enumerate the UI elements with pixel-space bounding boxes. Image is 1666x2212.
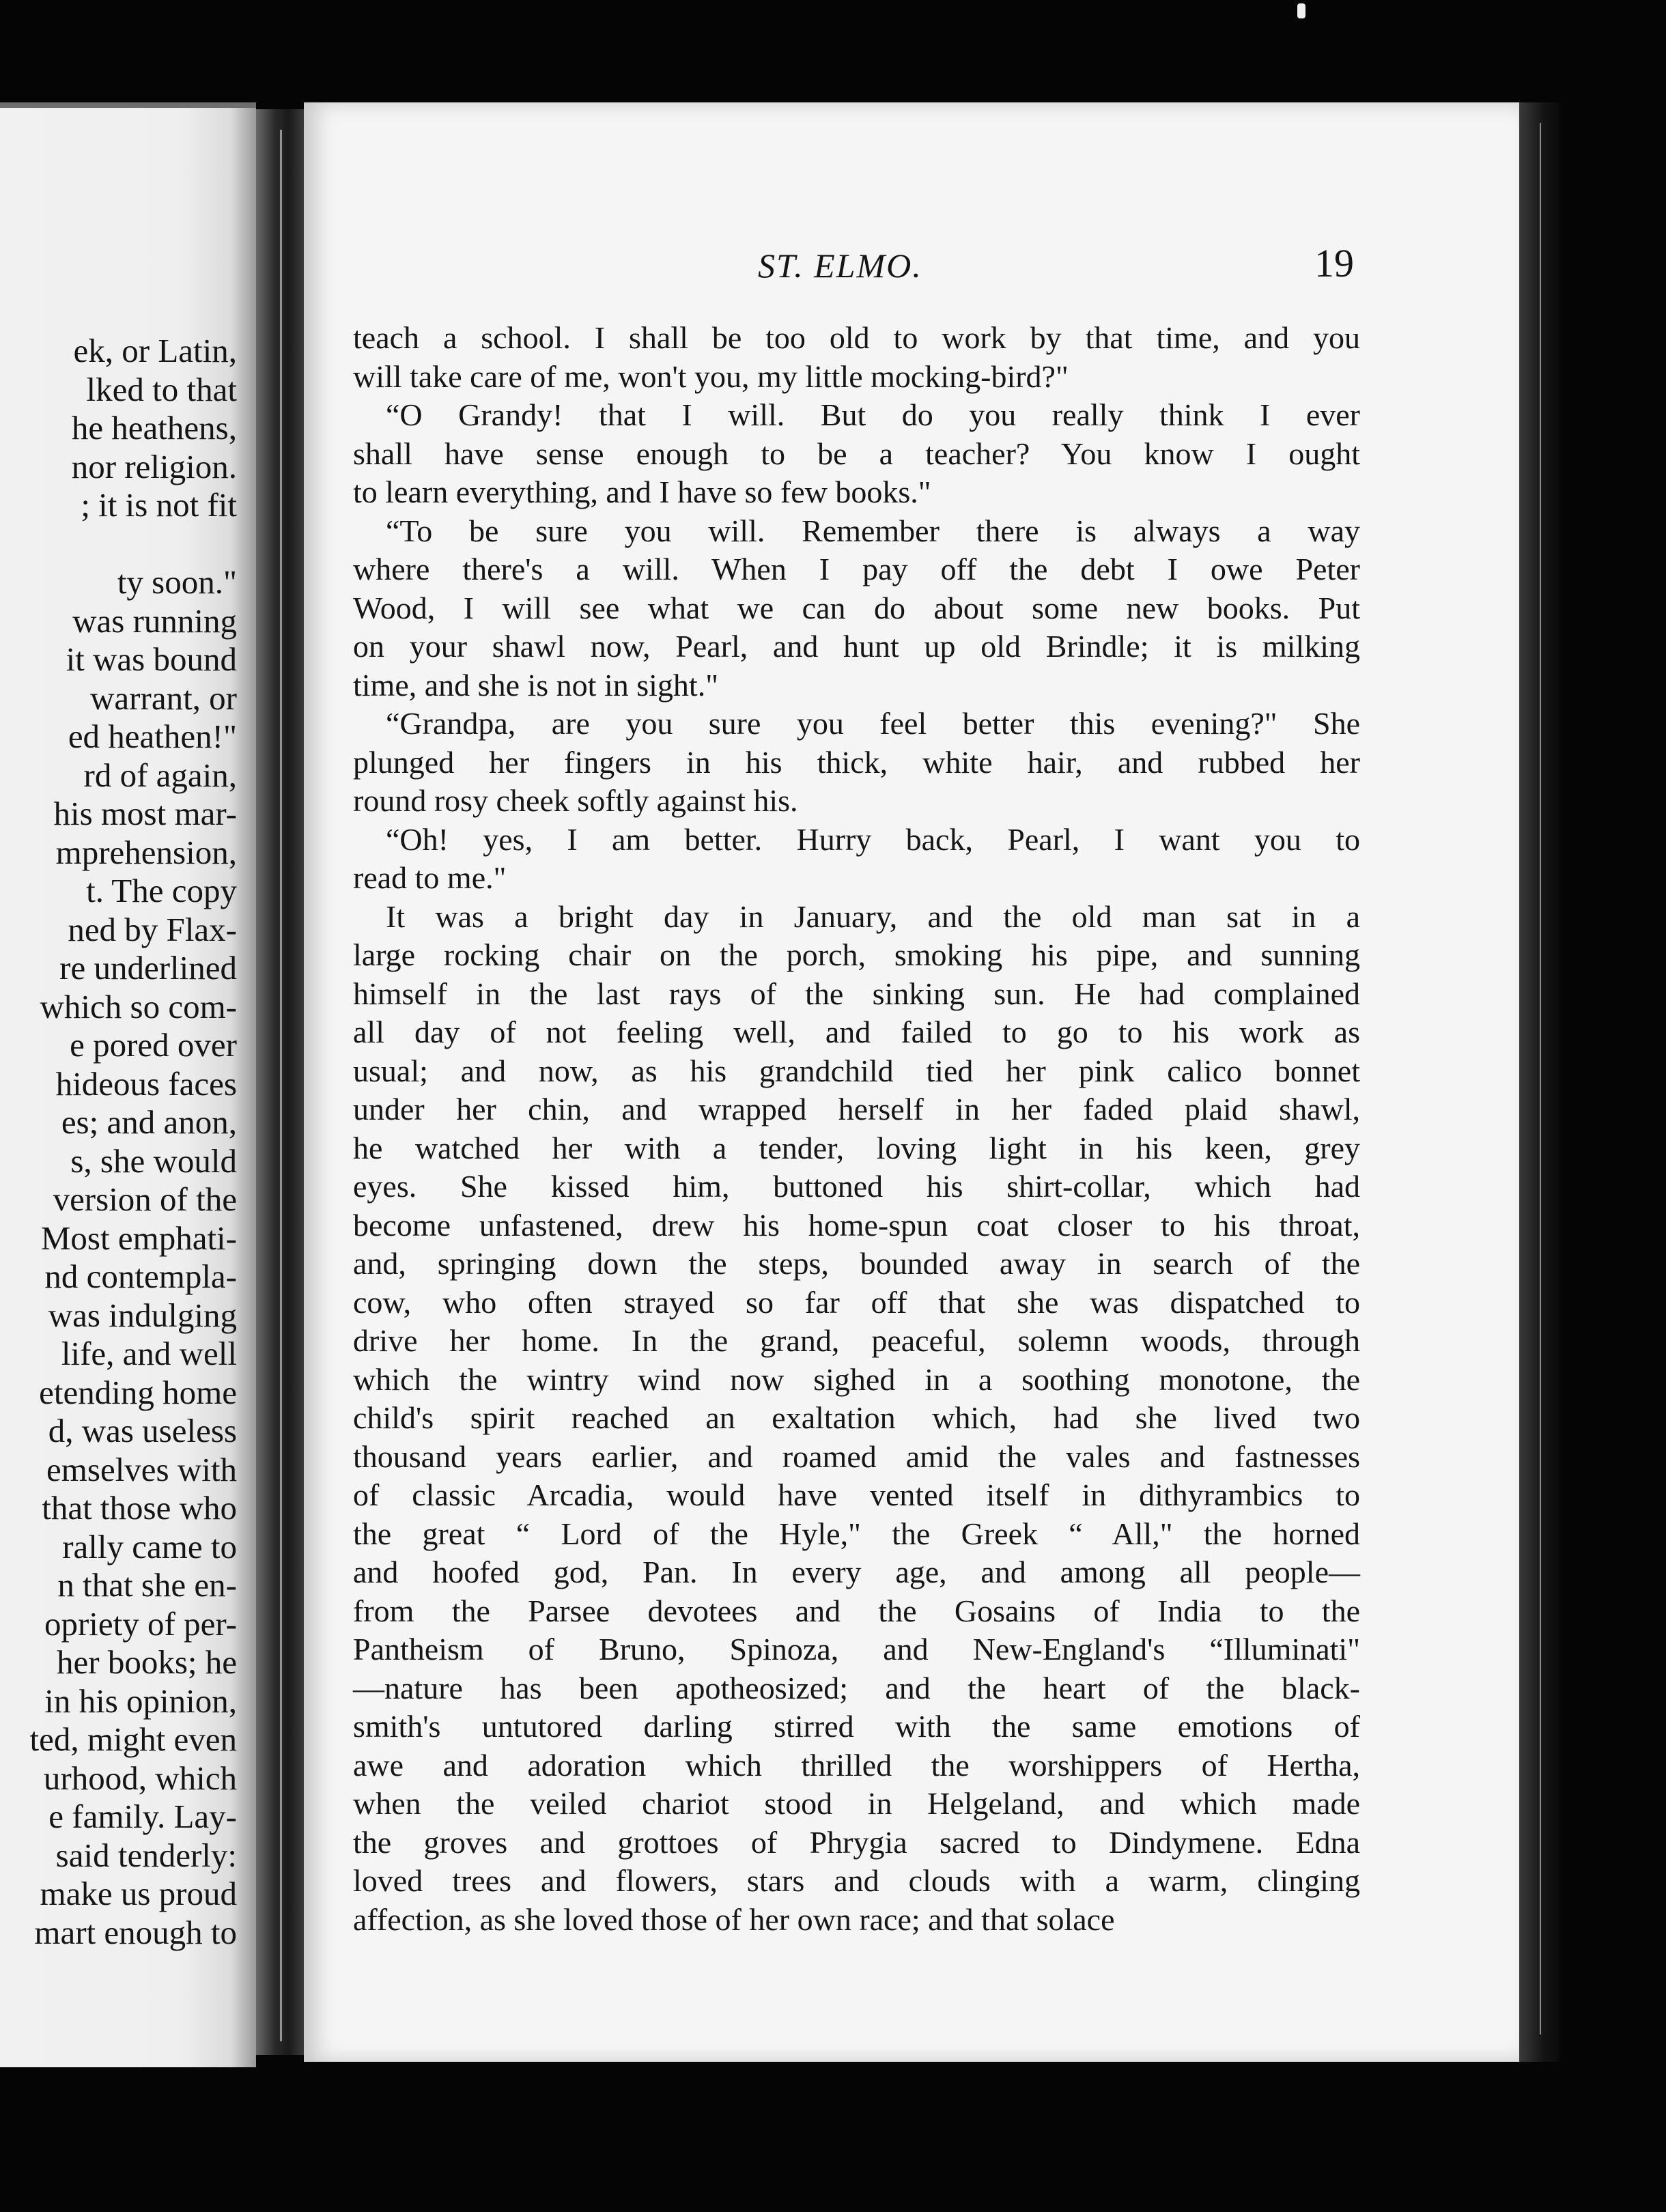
text-line: “O Grandy! that I will. But do you really think I ever [386, 397, 1360, 432]
left-page-line: his most mar- [53, 795, 237, 832]
left-page-line: d, was useless [48, 1412, 237, 1449]
text-line: and, springing down the steps, bounded away in search of the [353, 1246, 1360, 1281]
text-line: which the wintry wind now sighed in a soothing monotone, the [353, 1361, 1360, 1397]
left-page-line: hideous faces [55, 1064, 237, 1103]
left-page-line: t. The copy [86, 872, 237, 909]
left-page-line: version of the [53, 1180, 237, 1218]
left-page-line: etending home [39, 1373, 237, 1411]
text-line: time, and she is not in sight." [353, 667, 718, 703]
left-page-line: es; and anon, [61, 1103, 237, 1141]
text-line: “Grandpa, are you sure you feel better this evening?" She [386, 706, 1360, 741]
text-line: to learn everything, and I have so few books." [353, 474, 931, 509]
text-line: when the veiled chariot stood in Helgeland, and which made [353, 1786, 1360, 1821]
left-page-line: nd contempla- [44, 1258, 237, 1295]
text-line: all day of not feeling well, and failed to go to his work as [353, 1015, 1360, 1049]
text-line: thousand years earlier, and roamed amid the vales and fastnesses [353, 1438, 1360, 1474]
left-page-line: rally came to [62, 1527, 237, 1565]
text-line: will take care of me, won't you, my little mocking-bird?" [353, 358, 1069, 394]
left-page-line: lked to that [86, 370, 237, 408]
text-line: read to me." [353, 860, 507, 895]
text-line: from the Parsee devotees and the Gosains of India to the [353, 1593, 1360, 1628]
left-page-line: life, and well [61, 1335, 237, 1372]
left-page-line: urhood, which [43, 1759, 237, 1797]
gutter-edge [280, 130, 282, 2041]
text-line: where there's a will. When I pay off the debt I owe Peter [353, 552, 1360, 586]
left-page-line: e pored over [70, 1026, 237, 1064]
left-page-text [0, 332, 237, 1952]
left-page-line: n that she en- [57, 1566, 237, 1604]
left-page-line: ; it is not fit [81, 486, 237, 524]
text-line: eyes. She kissed him, buttoned his shirt-collar, which had [353, 1169, 1360, 1204]
left-page-line: ek, or Latin, [73, 332, 237, 369]
left-page-line: which so com- [40, 987, 237, 1025]
text-line: It was a bright day in January, and the old man sat in a [386, 898, 1360, 934]
left-page-line: make us proud [40, 1875, 237, 1912]
left-page-line: nor religion. [71, 447, 237, 485]
text-line: become unfastened, drew his home-spun coat closer to his throat, [353, 1207, 1360, 1243]
text-line: —nature has been apotheosized; and the heart of the black- [353, 1670, 1360, 1705]
text-line: Pantheism of Bruno, Spinoza, and New-England's “Illuminati" [353, 1632, 1360, 1667]
left-page-line: her books; he [57, 1643, 237, 1681]
left-page-line: was indulging [48, 1296, 237, 1334]
text-line: loved trees and flowers, stars and clouds with a warm, clinging [353, 1863, 1360, 1898]
left-page-line: e family. Lay- [48, 1798, 237, 1835]
text-line: on your shawl now, Pearl, and hunt up old Brindle; it is milking [353, 629, 1360, 664]
text-line: “Oh! yes, I am better. Hurry back, Pearl, I want you to [386, 821, 1360, 857]
text-line: and hoofed god, Pan. In every age, and among all people— [353, 1555, 1360, 1589]
page-edge-line [1540, 123, 1541, 2034]
left-page-line: said tenderly: [55, 1836, 237, 1874]
left-page-line: it was bound [66, 640, 237, 678]
left-page-line: warrant, or [90, 679, 237, 717]
text-line: teach a school. I shall be too old to work by that time, and you [353, 320, 1360, 355]
left-page-line: mart enough to [34, 1913, 237, 1951]
text-line: Wood, I will see what we can do about some new books. Put [353, 590, 1360, 625]
page-number: 19 [1314, 241, 1354, 285]
text-line: of classic Arcadia, would have vented itself in dithyrambics to [353, 1477, 1360, 1512]
text-line: child's spirit reached an exaltation which, had she lived two [353, 1400, 1360, 1435]
left-page-line: he heathens, [71, 409, 237, 446]
left-page-line: ed heathen!" [68, 718, 237, 755]
text-line: shall have sense enough to be a teacher? You know I ought [353, 436, 1360, 471]
page-body-text [353, 319, 1360, 1939]
left-page-line: rd of again, [83, 756, 237, 794]
text-line: awe and adoration which thrilled the worshippers of Hertha, [353, 1747, 1360, 1783]
left-page-line: re underlined [59, 949, 237, 987]
text-line: cow, who often strayed so far off that she was dispatched to [353, 1284, 1360, 1320]
left-page-line: s, she would [70, 1142, 237, 1180]
scan-speck [1297, 3, 1305, 18]
text-line: drive her home. In the grand, peaceful, solemn woods, through [353, 1323, 1360, 1358]
text-line: round rosy cheek softly against his. [353, 783, 798, 818]
left-page-line: emselves with [46, 1450, 237, 1488]
left-facing-page [0, 102, 256, 2067]
left-page-line: in his opinion, [44, 1682, 237, 1720]
text-line: “To be sure you will. Remember there is always a way [386, 513, 1360, 548]
left-page-line: Most emphati- [40, 1219, 237, 1257]
text-line: himself in the last rays of the sinking sun. He had complained [353, 976, 1360, 1011]
left-page-line: ted, might even [29, 1720, 237, 1758]
text-line: affection, as she loved those of her own race; and that solace [353, 1901, 1115, 1937]
left-page-line [0, 525, 237, 564]
left-page-line: that those who [42, 1489, 237, 1527]
text-line: large rocking chair on the porch, smoking his pipe, and sunning [353, 937, 1360, 972]
text-line: he watched her with a tender, loving light in his keen, grey [353, 1130, 1360, 1165]
text-line: smith's untutored darling stirred with the same emotions of [353, 1709, 1360, 1744]
left-page-line: ned by Flax- [68, 910, 237, 948]
text-line: plunged her fingers in his thick, white hair, and rubbed her [353, 744, 1360, 780]
left-page-line: opriety of per- [44, 1604, 237, 1643]
text-line: under her chin, and wrapped herself in her faded plaid shawl, [353, 1092, 1360, 1126]
text-line: usual; and now, as his grandchild tied her pink calico bonnet [353, 1053, 1360, 1088]
left-page-line: ty soon." [117, 563, 237, 601]
book-gutter [256, 109, 311, 2055]
left-page-line: mprehension, [55, 833, 237, 871]
running-head: ST. ELMO. [758, 246, 922, 285]
text-line: the great “ Lord of the Hyle," the Greek “ All," the horned [353, 1516, 1360, 1551]
text-line: the groves and grottoes of Phrygia sacred to Dindymene. Edna [353, 1824, 1360, 1860]
left-page-line: was running [72, 601, 237, 640]
